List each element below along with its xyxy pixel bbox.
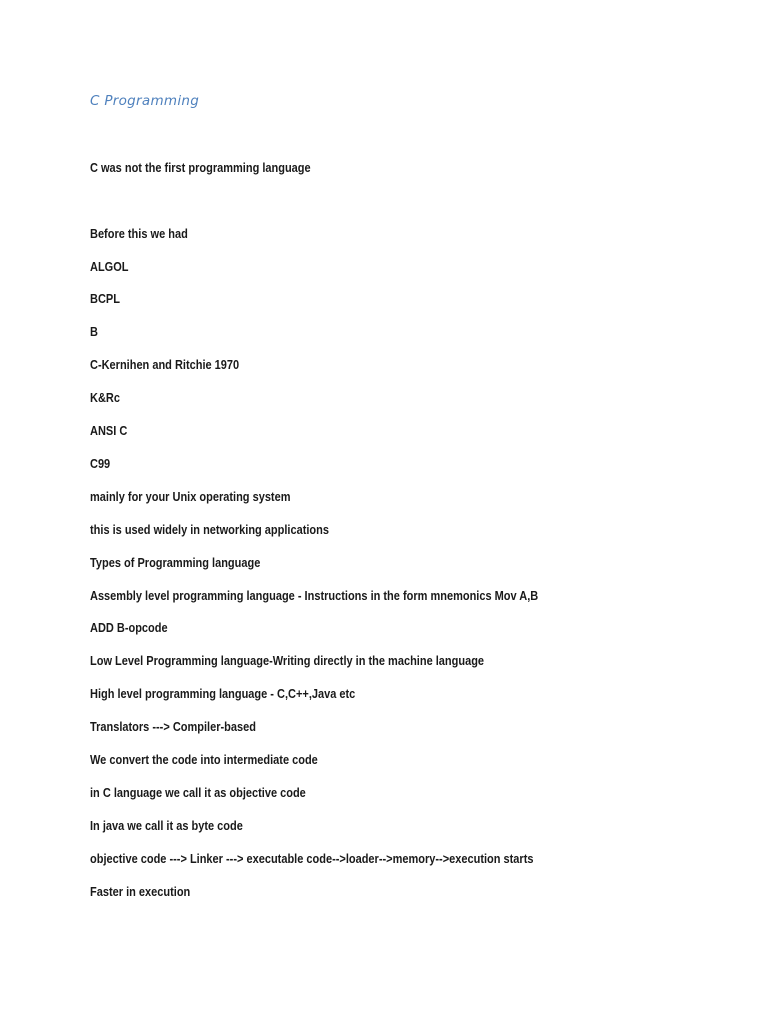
text-line: BCPL [90, 292, 120, 306]
text-line: In java we call it as byte code [90, 819, 243, 833]
document-title: C Programming [90, 93, 200, 109]
text-line: ANSI C [90, 424, 128, 438]
text-line: Translators ---> Compiler-based [90, 720, 256, 734]
text-line: C-Kernihen and Ritchie 1970 [90, 358, 240, 372]
text-line: High level programming language - C,C++,Java etc [90, 687, 356, 701]
text-line: Assembly level programming language - Instructions in the form mnemonics Mov A,B [90, 589, 539, 603]
text-line: ALGOL [90, 260, 129, 274]
text-line: C was not the first programming language [90, 161, 311, 175]
text-line: in C language we call it as objective code [90, 786, 306, 800]
text-line: C99 [90, 457, 111, 471]
text-line: Low Level Programming language-Writing directly in the machine language [90, 654, 485, 668]
text-line: mainly for your Unix operating system [90, 490, 291, 504]
text-line: ADD B-opcode [90, 621, 168, 635]
text-line: this is used widely in networking applications [90, 523, 329, 537]
text-line: We convert the code into intermediate code [90, 753, 318, 767]
text-line: objective code ---> Linker ---> executable code-->loader-->memory-->execution starts [90, 852, 534, 866]
text-line: Types of Programming language [90, 556, 261, 570]
text-line: K&Rc [90, 391, 120, 405]
text-line: Before this we had [90, 227, 188, 241]
text-line: B [90, 325, 98, 339]
text-line: Faster in execution [90, 885, 191, 899]
